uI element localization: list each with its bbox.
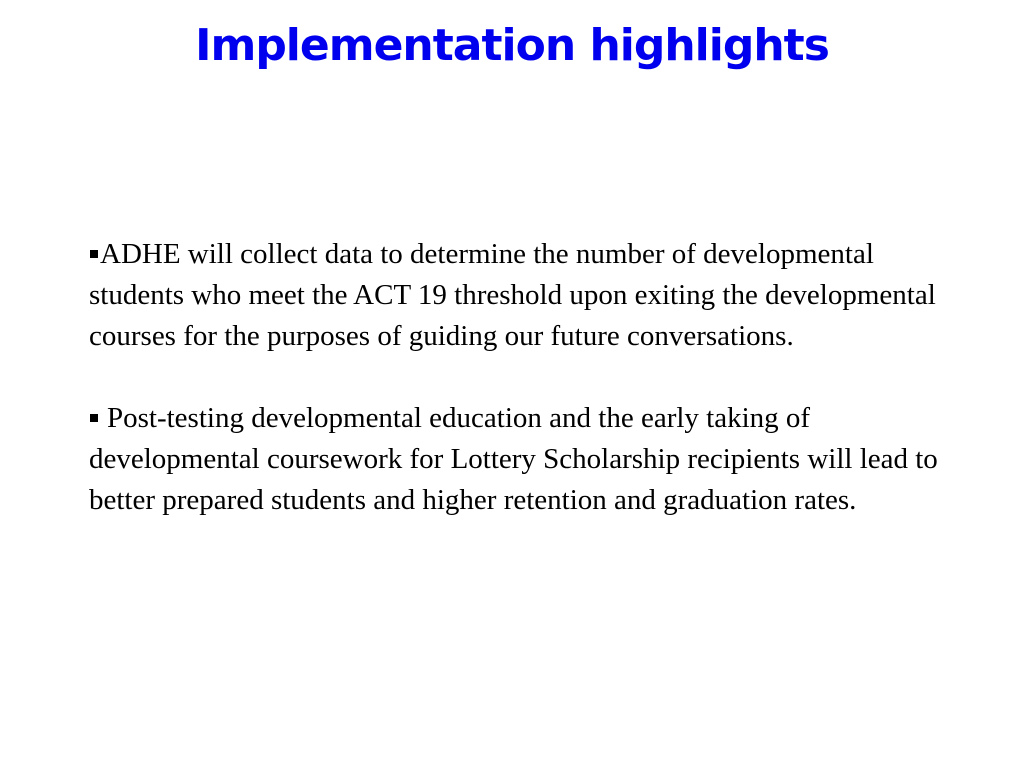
- square-bullet-icon: [90, 250, 98, 258]
- bullet-item: [89, 398, 969, 521]
- bullet-item: [89, 234, 969, 357]
- bullet-text: Post-testing developmental education and the early taking of developmental coursework for Lottery Scholarship recipients will lead to better prepared students and higher retention and graduation rates.: [89, 402, 938, 516]
- bullet-text: ADHE will collect data to determine the number of developmental students who meet the ACT 19 threshold upon exiting the developmental courses for the purposes of guiding our future conversations.: [89, 238, 936, 352]
- slide-body: [89, 234, 969, 562]
- square-bullet-icon: [90, 414, 98, 422]
- slide-title: Implementation highlights: [195, 20, 829, 71]
